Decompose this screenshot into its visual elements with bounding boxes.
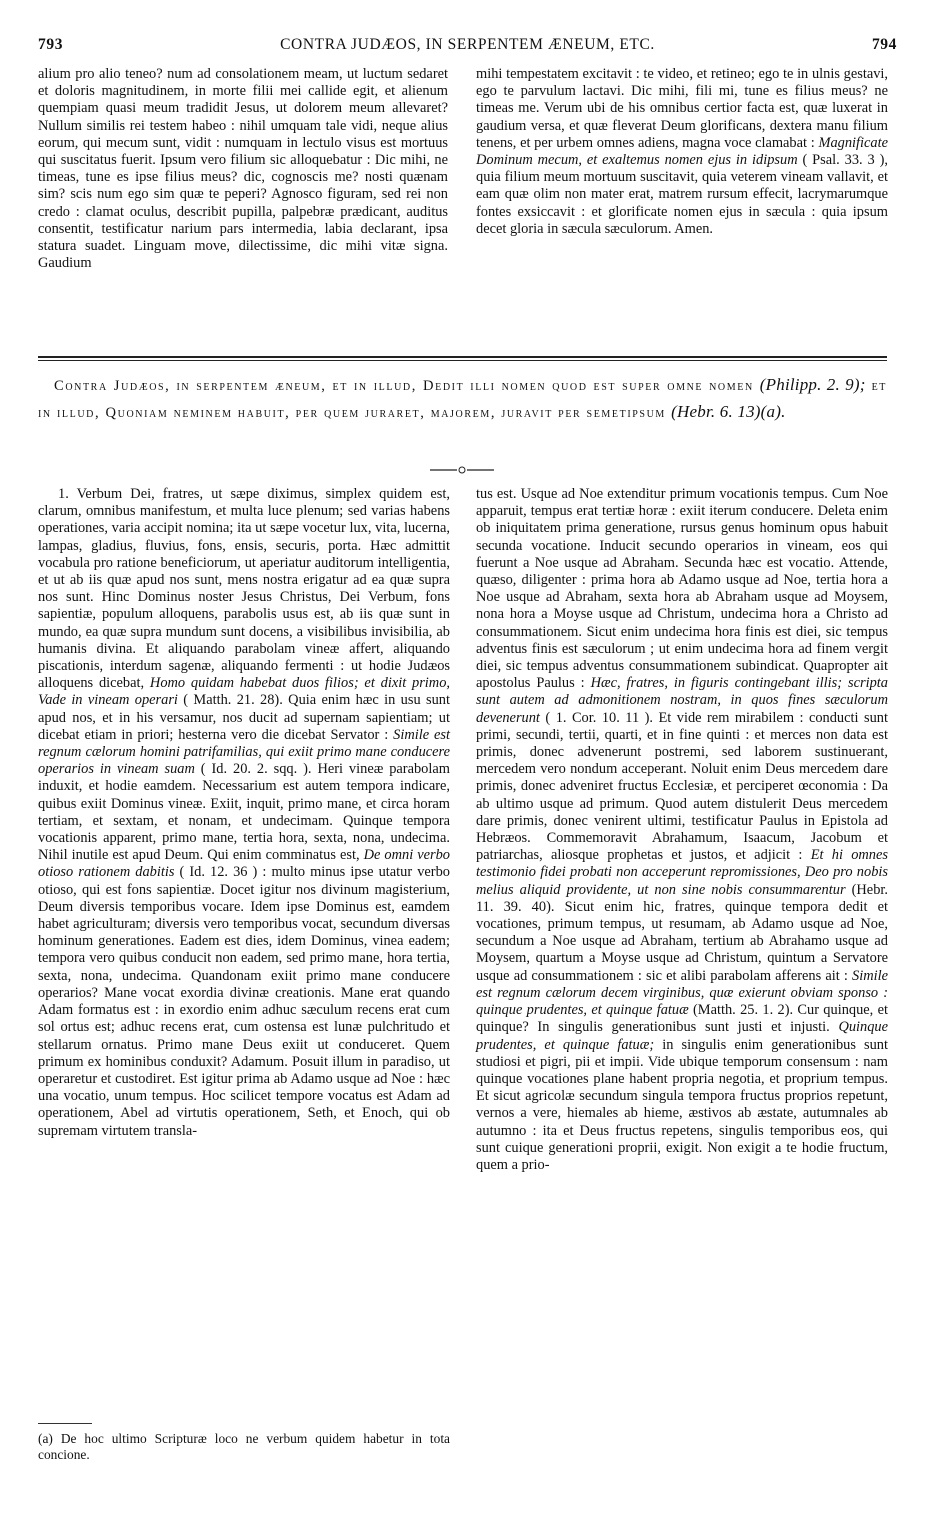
ornament-divider xyxy=(430,465,494,475)
scripture-reference: ( Id. 12. 36 ) : xyxy=(179,864,267,881)
text-run: Quia enim hæc in usu sunt apud nos, et in his versamur, nos ducit ad supernam sapientiam; ut dicebat etiam in priori; hesterna vero die dicebat Servator : xyxy=(38,692,450,743)
text-run: in singulis enim generationibus sunt studiosi et pigri, pii et impii. Vide ubique temporum consensum : nam quinque vocationes plane habent propria negotia, et proprium tempus. Et sicut agricolæ secundum singula tempora fructus proprios repetunt, vernos a vere, hiemales ab hieme, æstivos ab æstate, autumnales ab autumno : ita et Deus fructus repetens, singulis temporibus eos, qui sunt cuique generationi proprii, exigit. Non exigit a te hodie fructum, quem a prio- xyxy=(476,1036,888,1173)
scripture-quote: Et hi omnes testimonio fidei probati non acceperunt repromissiones, Deo pro nobis melius aliquid providente, ut non sine nobis consummarentur xyxy=(476,847,888,898)
text-run: multo minus ipse utatur verbo otioso, qui est fons sapientiæ. Docet igitur nos divinum magisterium, Deum diversis temporibus vocare. Idem ipse Dominus est, eamdem habet agriculturam; diversis vero temporibus vocat, secundum diversas hominum generationes. Eadem est dies, idem Dominus, vinea eadem; tempora vero quibus conducit non eadem, sed primo mane, hora tertia, sexta, nona, undecima. Quandonam exiit primo mane conducere operarios? Mane vocat exordia divinæ creationis. Mane erat quando Adam formatus est : in exordio enim adhuc sæculum recens erat cum sol ortus est; adhuc recens erat, cum ostensa est lunæ pulchritudo et stellarum ornatus. Primo mane Deus exiit ut conduceret. Quem primum ex hominibus conduxit? Adamum. Posuit illum in paradiso, ut operaretur et custodiret. Est igitur prima ab Adamo usque ad Noe : hæc una vocatio, unum tempus. Hoc scilicet tempore vocatus est Adam ad operationem, Abel ad virtutis operationem, Seth, et Enoch, qui ob supremam virtutem transla- xyxy=(38,864,450,1139)
text-run: Verbum Dei, fratres, ut sæpe diximus, simplex quidem est, clarum, omnibus manifestum, et multa luce plenum; sed varias habens operationes, varia accipit nomina; ita ut sæpe vocetur lux, vita, lucerna, lampas, gladius, fluvius, fons, ensis, securis, porta. Hæc admittit vocabula pro ratione beneficiorum, ut aperiatur auditorum intelligentia, et ut ab iis quæ apud nos sunt, mens nostra erigatur ad ea quæ supra nos sunt. Hinc Dominus noster Jesus Christus, Dei Verbum, fons sapientiæ, populum alloquens, parabolis usus est, ab iis quæ sunt in mundo, ea quæ supra mundum sunt docens, a visibilibus invisibilia, ab humanis divina. Et aliquando parabolam vineæ affert, aliquando piscationis, interdum sagenæ, aliquando fermenti : ut hodie Judæos alloquens dicebat, xyxy=(38,486,450,692)
scripture-quote: Simile est regnum cælorum homini patrifamilias, qui exiit primo mane conducere operarios in vineam suam xyxy=(38,726,450,778)
top-right-paragraph xyxy=(476,66,888,238)
footnote-text: (a) De hoc ultimo Scripturæ loco ne verbum quidem habetur in tota concione. xyxy=(38,1431,450,1462)
footnote xyxy=(38,1431,450,1463)
scripture-reference: ( 1. Cor. 10. 11 ). xyxy=(545,709,654,726)
title-reference-1: (Philipp. 2. 9); xyxy=(759,375,866,394)
title-reference-2: (Hebr. 6. 13) xyxy=(671,402,761,421)
page-number-left: 793 xyxy=(38,36,64,53)
text-run: Cur quinque, et quinque? In singulis generationibus sunt justi et injusti. xyxy=(476,1002,888,1036)
top-left-column xyxy=(38,66,448,272)
scripture-quote: Hæc, fratres, in figuris contingebant illis; scripta sunt autem ad admonitionem nostram, in quos fines sæculorum devenerunt xyxy=(476,675,888,726)
body-paragraph xyxy=(38,486,450,1140)
scripture-quote: Homo quidam habebat duos filios; et dixit primo, Vade in vineam operari xyxy=(38,675,450,709)
footnote-marker: (a). xyxy=(760,402,786,421)
text-run: Sicut enim hic, fratres, quinque tempora dedit et vocationes, primum tempus, ut resumam, ab Adamo usque ad Noe, secundum a Noe usque ad Abraham, tertium ab Abrahamo usque ad Moysem, quartum a Moyse usque ad Christum, quintum a Servatore usque ad consummationem : sic et alibi parabolam afferens ait : xyxy=(476,898,888,984)
page-number-right: 794 xyxy=(871,36,897,53)
body-left-column xyxy=(38,486,450,1140)
section-title xyxy=(38,372,887,426)
scripture-quote: Magnificate Dominum mecum, et exaltemus nomen ejus in idipsum xyxy=(476,134,888,169)
body-right-column xyxy=(476,486,888,1174)
scripture-reference: (Hebr. 11. 39. 40). xyxy=(476,881,888,915)
scripture-reference: (Matth. 25. 1. 2). xyxy=(693,1002,794,1019)
text-run: Heri vineæ parabolam induxit, et hodie eamdem. Necessarium est autem tempora indicare, quibus exiit Dominus vineæ. Exiit, inquit, primo mane, et circa horam tertiam, et sextam, et nonam, et undecimam. Quinque tempora vocationis apparent, primo mane, tertia hora, sexta, nona, undecima. Nihil inutile est apud Deum. Qui enim comminatus est, xyxy=(38,761,450,864)
top-left-paragraph: alium pro alio teneo? num ad consolationem meam, ut luctum sedaret et doloris magnitudinem, in morte filii mei callide egit, et alienum quempiam quasi meum tradidit Jesus, ut dolorem meum allevaret? Nullum similis rei testem habeo : nihil umquam tale vidi, neque alius eorum, qui mecum sunt, vidit : numquam in lectulo visus est mortuus qui suscitatus fuerit. Ipsum vero filium sic alloquebatur : Dic mihi, ne timeas, tune es ipse filius meus? dic, cognoscis me? nosti quænam sim? scis num ego sim quæ te peperi? Agnosco figuram, sed rei non credo : clamat oculus, describit pupilla, palpebræ prædicant, auditus consentit, testificatur narium pars intermedia, labia declarant, ipsa statura suadet. Linguam move, dilectissime, dic mihi vitæ signa. Gaudium xyxy=(38,66,448,272)
title-part-2: et in illud, Quoniam neminem habuit, per quem juraret, majorem, juravit per semetipsum xyxy=(38,378,887,421)
scripture-quote: De omni verbo otioso rationem dabitis xyxy=(38,847,450,881)
title-part-1: Contra Judæos, in serpentem æneum, et in illud, Dedit illi nomen quod est super omne nomen xyxy=(54,378,754,394)
footnote-rule xyxy=(38,1423,92,1424)
running-title: CONTRA JUDÆOS, IN SERPENTEM ÆNEUM, ETC. xyxy=(280,36,655,53)
scripture-reference: ( Id. 20. 2. sqq. ). xyxy=(200,761,312,778)
top-right-column xyxy=(476,66,888,238)
scripture-quote: Simile est regnum cælorum decem virginibus, quæ exierunt obviam sponso : quinque prudentes, et quinque fatuæ xyxy=(476,967,888,1019)
scripture-reference: ( Psal. 33. 3 ), xyxy=(802,152,888,169)
section-divider xyxy=(38,356,887,358)
text-run: tus est. Usque ad Noe extenditur primum vocationis tempus. Cum Noe apparuit, tempus erat tertiæ horæ : exiit iterum conducere. Deleta enim ob iniquitatem prima generatione, rursus genus hominum opus habuit secunda vocatione. Inducit secundo operarios in vineam, eos qui fuerunt a Noe usque ad Abraham. Secunda hæc est vocatio. Attende, quæso, diligenter : prima hora ab Adamo usque ad Noe, tertia hora a Noe usque ad Abraham, sexta hora ab Abraham usque ad Moysem, nona hora a Moyse usque ad Christum, undecima hora a Christo ad consummationem. Sicut enim undecima hora finis est diei, sic tempus adventus finis est sæculorum ; ut enim undecima hora ad finem vergit diei, sic tempus adventus consummationem subindicat. Quapropter ait apostolus Paulus : xyxy=(476,486,888,692)
scripture-quote: Quinque prudentes, et quinque fatuæ; xyxy=(476,1019,888,1053)
text-run: mihi tempestatem excitavit : te video, et retineo; ego te in ulnis gestavi, ego te parvulum lactavi. Dic mihi, fili mi, tune es filius meus? ne timeas me. Verum ubi de his omnibus certior facta est, quæ luxerat in gaudium versa, et quæ fleverat Deum glorificans, dextera manu filium tenens, et per urbem omnes adiens, magna voce clamabat : xyxy=(476,66,888,151)
text-run: quia filium meum mortuum suscitavit, quia veterem vineam vallavit, et eam quæ olim non mater erat, matrem rursum effecit, lacrymarumque fontes exsiccavit : et glorificate nomen ejus in sæcula : quia ipsum decet gloria in sæcula sæculorum. Amen. xyxy=(476,169,888,237)
text-run: Et vide rem mirabilem : conducti sunt primi, secundi, tertii, quarti, et in fine quinti : et merces non data est primis, donec advenerunt postremi, sed laborem sustinuerant, mercedem vero nondum acceperant. Noluit enim Deus mercedem dare primis, donec adveniret fructus Ecclesiæ, et perciperet œconomia : Da ab ultimo usque ad primum. Quod autem distulerit Deus mercedem dare primis, donec venirent ultimi, testificatur Paulus in Epistola ad Hebræos. Commemoravit Abrahamum, Isaacum, Jacobum et patriarchas, aliosque prophetas et justos, et adjicit : xyxy=(476,709,888,864)
scripture-reference: ( Matth. 21. 28). xyxy=(183,692,283,709)
running-header xyxy=(38,36,897,58)
body-paragraph xyxy=(476,486,888,1174)
section-divider-thin xyxy=(38,360,887,361)
paragraph-number: 1. xyxy=(58,486,69,502)
